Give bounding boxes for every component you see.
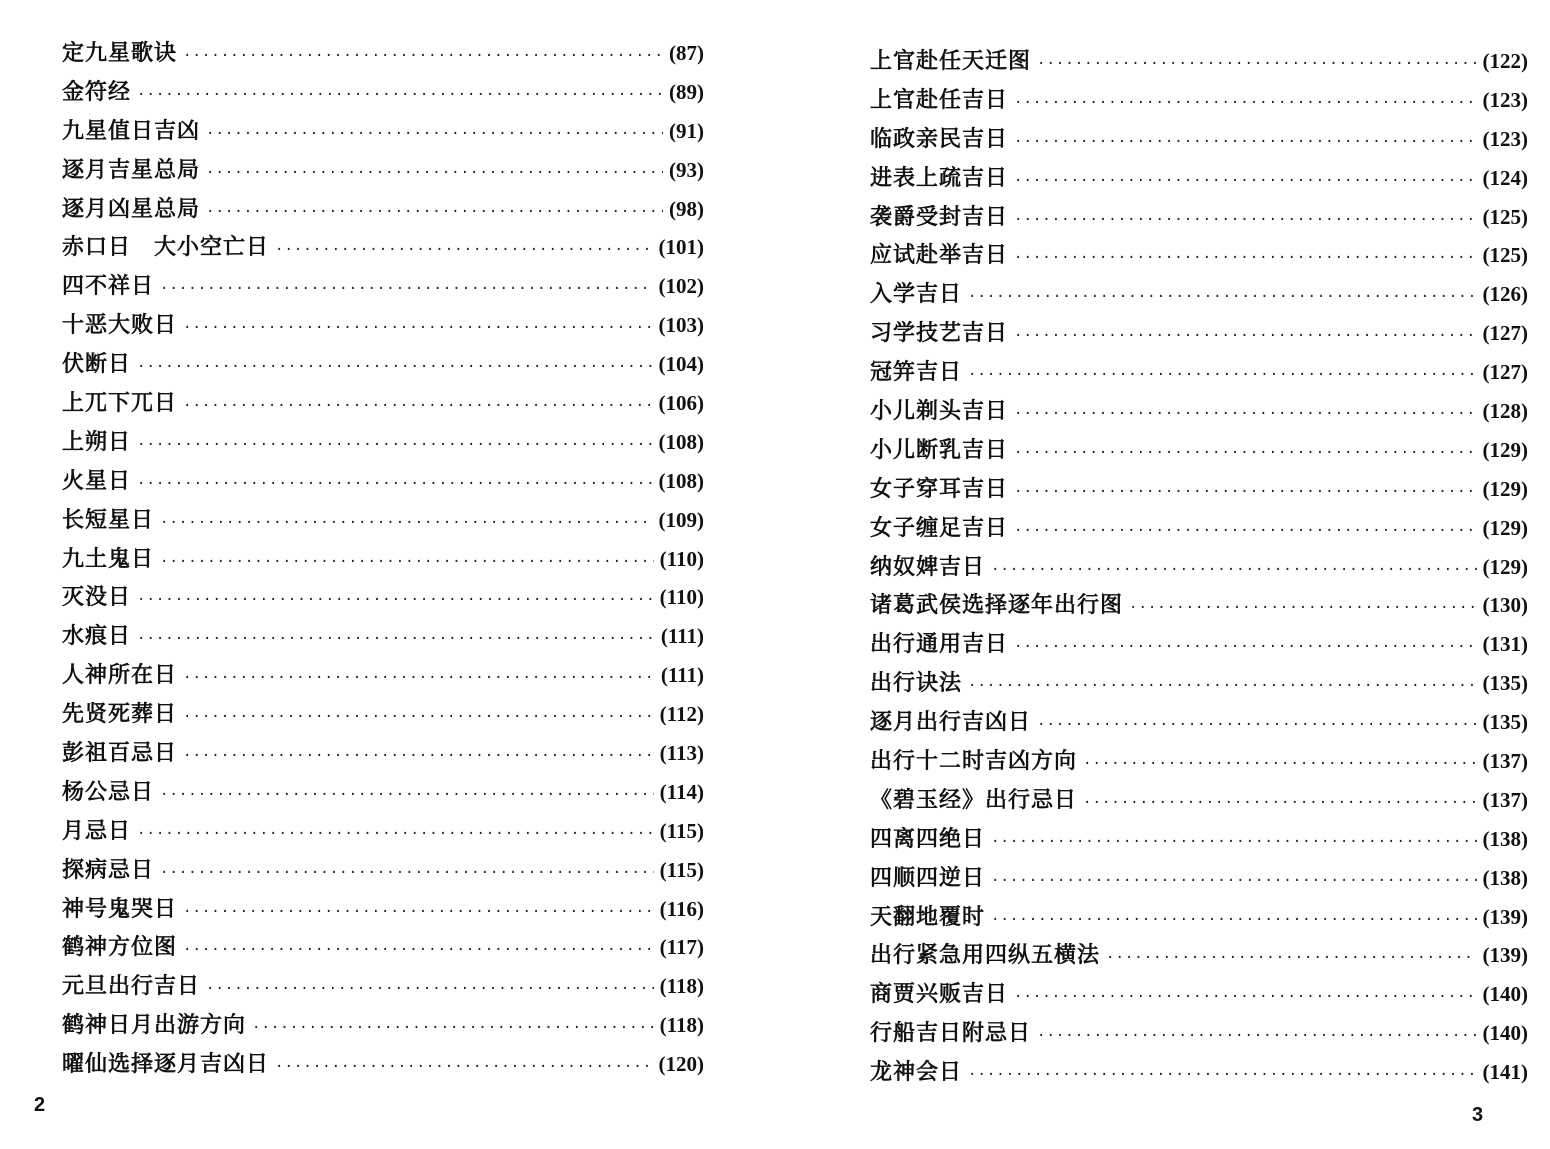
dot-leader — [1014, 434, 1476, 473]
toc-entry — [62, 851, 704, 890]
toc-entry — [870, 275, 1528, 314]
toc-entry-page: (118) — [659, 974, 704, 999]
toc-entry-page: (137) — [1482, 749, 1528, 774]
toc-entry-title: 天翻地覆时 — [870, 903, 986, 930]
dot-leader — [183, 737, 654, 776]
toc-entry — [870, 859, 1528, 898]
toc-entry — [62, 306, 704, 345]
toc-entry-page: (109) — [658, 507, 704, 532]
toc-entry — [870, 470, 1528, 509]
toc-entry-page: (127) — [1482, 321, 1528, 346]
dot-leader — [968, 1056, 1476, 1095]
toc-entry — [870, 742, 1528, 781]
dot-leader — [160, 543, 654, 582]
toc-entry-page: (103) — [658, 313, 704, 338]
toc-entry-page: (140) — [1482, 982, 1528, 1007]
dot-leader — [137, 465, 652, 504]
toc-entry-title: 纳奴婢吉日 — [870, 553, 986, 580]
toc-entry — [62, 462, 704, 501]
toc-entry — [870, 81, 1528, 120]
toc-entry-title: 袭爵受封吉日 — [870, 203, 1009, 230]
dot-leader — [1037, 45, 1476, 84]
toc-entry-title: 行船吉日附忌日 — [870, 1020, 1032, 1047]
dot-leader — [252, 1009, 654, 1048]
toc-entry-title: 应试赴举吉日 — [870, 242, 1009, 269]
toc-entry-title: 鹤神方位图 — [62, 934, 178, 961]
dot-leader — [183, 387, 652, 426]
toc-entry-title: 出行通用吉日 — [870, 631, 1009, 658]
toc-entry — [870, 509, 1528, 548]
dot-leader — [968, 667, 1476, 706]
dot-leader — [1014, 123, 1476, 162]
toc-entry-title: 元旦出行吉日 — [62, 973, 201, 1000]
toc-entry-page: (129) — [1482, 476, 1528, 501]
toc-entry-page: (138) — [1482, 865, 1528, 890]
toc-entry-page: (123) — [1482, 126, 1528, 151]
toc-entry — [870, 703, 1528, 742]
dot-leader — [1014, 201, 1476, 240]
toc-entry-page: (127) — [1482, 360, 1528, 385]
toc-entry-page: (115) — [659, 857, 704, 882]
dot-leader — [1014, 473, 1476, 512]
toc-entry-page: (115) — [659, 818, 704, 843]
toc-entry-title: 上官赴任吉日 — [870, 86, 1009, 113]
toc-entry — [62, 812, 704, 851]
toc-entry — [62, 73, 704, 112]
toc-entry — [870, 820, 1528, 859]
toc-entry — [870, 42, 1528, 81]
dot-leader — [137, 348, 652, 387]
dot-leader — [1083, 784, 1476, 823]
toc-entry-title: 逐月吉星总局 — [62, 156, 201, 183]
toc-entry-page: (135) — [1482, 710, 1528, 735]
toc-entry — [62, 1006, 704, 1045]
toc-entry-page: (125) — [1482, 243, 1528, 268]
toc-entry — [870, 120, 1528, 159]
dot-leader — [160, 776, 654, 815]
toc-entry-title: 九土鬼日 — [62, 545, 155, 572]
toc-entry — [62, 501, 704, 540]
toc-entry-page: (111) — [660, 663, 704, 688]
toc-entry — [62, 267, 704, 306]
toc-entry — [870, 625, 1528, 664]
toc-entry — [62, 34, 704, 73]
toc-entry-page: (89) — [669, 79, 704, 104]
dot-leader — [1014, 239, 1476, 278]
toc-entry-page: (130) — [1482, 593, 1528, 618]
dot-leader — [991, 551, 1476, 590]
toc-entry-page: (116) — [659, 896, 704, 921]
dot-leader — [160, 504, 652, 543]
toc-entry-title: 月忌日 — [62, 817, 132, 844]
dot-leader — [137, 76, 663, 115]
dot-leader — [137, 620, 655, 659]
toc-entry-page: (111) — [660, 624, 704, 649]
dot-leader — [991, 862, 1476, 901]
toc-entry-page: (140) — [1482, 1021, 1528, 1046]
left-page-number: 2 — [34, 1094, 46, 1116]
toc-entry-page: (104) — [658, 352, 704, 377]
toc-entry-title: 小儿断乳吉日 — [870, 436, 1009, 463]
toc-entry — [62, 967, 704, 1006]
toc-entry — [62, 423, 704, 462]
toc-entry-page: (141) — [1482, 1060, 1528, 1085]
toc-entry — [870, 431, 1528, 470]
toc-entry — [62, 112, 704, 151]
dot-leader — [183, 37, 663, 76]
toc-entry-page: (137) — [1482, 787, 1528, 812]
toc-entry — [870, 898, 1528, 937]
toc-entry — [62, 617, 704, 656]
toc-entry-page: (110) — [659, 546, 704, 571]
toc-entry-title: 彭祖百忌日 — [62, 740, 178, 767]
dot-leader — [1014, 512, 1476, 551]
toc-entry-title: 临政亲民吉日 — [870, 125, 1009, 152]
left-toc-list — [62, 34, 704, 1084]
dot-leader — [1083, 745, 1476, 784]
toc-entry-page: (110) — [659, 585, 704, 610]
dot-leader — [991, 823, 1476, 862]
toc-entry-title: 四离四绝日 — [870, 825, 986, 852]
dot-leader — [137, 581, 654, 620]
dot-leader — [1037, 706, 1476, 745]
toc-entry-page: (129) — [1482, 437, 1528, 462]
toc-entry — [870, 781, 1528, 820]
toc-entry-title: 女子缠足吉日 — [870, 514, 1009, 541]
dot-leader — [206, 115, 663, 154]
toc-entry-title: 伏断日 — [62, 351, 132, 378]
right-page-number: 3 — [1472, 1104, 1484, 1126]
toc-entry-title: 长短星日 — [62, 506, 155, 533]
toc-entry-title: 定九星歌诀 — [62, 40, 178, 66]
toc-entry-page: (128) — [1482, 399, 1528, 424]
dot-leader — [183, 698, 654, 737]
toc-entry — [870, 1014, 1528, 1053]
toc-entry — [62, 734, 704, 773]
right-page — [760, 0, 1550, 1149]
toc-entry-page: (129) — [1482, 554, 1528, 579]
toc-entry-title: 逐月出行吉凶日 — [870, 709, 1032, 736]
toc-entry-page: (138) — [1482, 826, 1528, 851]
toc-entry — [870, 1053, 1528, 1092]
toc-entry-page: (123) — [1482, 87, 1528, 112]
toc-entry-title: 逐月凶星总局 — [62, 195, 201, 222]
toc-entry-page: (139) — [1482, 943, 1528, 968]
toc-entry-page: (135) — [1482, 671, 1528, 696]
toc-entry-page: (102) — [658, 274, 704, 299]
toc-entry-title: 龙神会日 — [870, 1059, 963, 1086]
dot-leader — [275, 231, 652, 270]
toc-entry-title: 神号鬼哭日 — [62, 895, 178, 922]
toc-entry-title: 出行紧急用四纵五横法 — [870, 942, 1101, 969]
toc-entry-page: (93) — [669, 157, 704, 182]
toc-entry-title: 曜仙选择逐月吉凶日 — [62, 1051, 270, 1078]
toc-entry — [870, 314, 1528, 353]
toc-entry-title: 诸葛武侯选择逐年出行图 — [870, 592, 1124, 619]
dot-leader — [275, 1048, 652, 1087]
toc-entry-page: (98) — [669, 196, 704, 221]
toc-entry-title: 四顺四逆日 — [870, 864, 986, 891]
toc-entry — [62, 695, 704, 734]
toc-entry — [870, 353, 1528, 392]
toc-entry — [62, 345, 704, 384]
dot-leader — [206, 970, 654, 1009]
dot-leader — [183, 659, 655, 698]
toc-entry-title: 《碧玉经》出行忌日 — [870, 786, 1078, 813]
toc-entry-title: 水痕日 — [62, 623, 132, 650]
dot-leader — [1014, 162, 1476, 201]
toc-entry-page: (139) — [1482, 904, 1528, 929]
toc-entry-title: 金符经 — [62, 78, 132, 105]
toc-entry-title: 出行诀法 — [870, 670, 963, 697]
toc-entry — [62, 1045, 704, 1084]
toc-entry-page: (108) — [658, 429, 704, 454]
dot-leader — [1014, 628, 1476, 667]
toc-entry-title: 进表上疏吉日 — [870, 164, 1009, 191]
dot-leader — [1014, 317, 1476, 356]
toc-entry-page: (114) — [659, 779, 704, 804]
toc-entry — [870, 975, 1528, 1014]
toc-entry-page: (106) — [658, 391, 704, 416]
toc-entry-title: 小儿剃头吉日 — [870, 398, 1009, 425]
toc-entry — [62, 773, 704, 812]
dot-leader — [1014, 978, 1476, 1017]
toc-entry-page: (131) — [1482, 632, 1528, 657]
toc-entry-title: 上朔日 — [62, 428, 132, 455]
left-page — [0, 0, 760, 1149]
toc-entry — [62, 928, 704, 967]
toc-entry-page: (122) — [1482, 49, 1528, 73]
right-toc-list — [870, 42, 1528, 1092]
toc-entry-title: 火星日 — [62, 467, 132, 494]
dot-leader — [968, 356, 1476, 395]
toc-entry — [870, 664, 1528, 703]
toc-entry-page: (126) — [1482, 282, 1528, 307]
dot-leader — [1106, 939, 1476, 978]
toc-entry — [62, 578, 704, 617]
toc-entry-page: (101) — [658, 235, 704, 260]
toc-entry-page: (117) — [659, 935, 704, 960]
toc-entry-title: 鹤神日月出游方向 — [62, 1012, 247, 1039]
toc-entry-page: (120) — [658, 1052, 704, 1077]
toc-entry-page: (91) — [669, 118, 704, 143]
toc-entry-title: 商贾兴贩吉日 — [870, 981, 1009, 1008]
dot-leader — [183, 931, 654, 970]
dot-leader — [1014, 84, 1476, 123]
toc-entry-title: 先贤死葬日 — [62, 701, 178, 728]
toc-entry — [62, 384, 704, 423]
toc-entry-title: 冠笄吉日 — [870, 359, 963, 386]
dot-leader — [991, 901, 1476, 940]
toc-entry — [870, 936, 1528, 975]
toc-entry — [62, 656, 704, 695]
dot-leader — [1037, 1017, 1476, 1056]
toc-entry — [62, 540, 704, 579]
toc-entry — [62, 228, 704, 267]
toc-entry-title: 习学技艺吉日 — [870, 320, 1009, 347]
dot-leader — [1129, 589, 1476, 628]
toc-entry — [62, 190, 704, 229]
toc-entry-page: (129) — [1482, 515, 1528, 540]
toc-entry-page: (87) — [669, 41, 704, 65]
toc-entry-page: (112) — [659, 702, 704, 727]
toc-entry-page: (113) — [659, 741, 704, 766]
toc-entry-title: 出行十二时吉凶方向 — [870, 748, 1078, 775]
dot-leader — [206, 154, 663, 193]
dot-leader — [160, 854, 654, 893]
dot-leader — [160, 270, 652, 309]
toc-entry-title: 杨公忌日 — [62, 778, 155, 805]
dot-leader — [137, 426, 652, 465]
dot-leader — [137, 815, 654, 854]
toc-entry — [870, 548, 1528, 587]
toc-entry-title: 女子穿耳吉日 — [870, 475, 1009, 502]
toc-entry-page: (124) — [1482, 165, 1528, 190]
toc-entry — [870, 236, 1528, 275]
toc-entry — [62, 890, 704, 929]
toc-entry-page: (125) — [1482, 204, 1528, 229]
toc-entry-title: 人神所在日 — [62, 662, 178, 689]
dot-leader — [183, 309, 652, 348]
toc-entry-title: 四不祥日 — [62, 273, 155, 300]
toc-entry — [870, 198, 1528, 237]
dot-leader — [1014, 395, 1476, 434]
toc-entry-title: 十恶大败日 — [62, 312, 178, 339]
dot-leader — [206, 193, 663, 232]
toc-entry — [870, 159, 1528, 198]
toc-entry-title: 上官赴任天迁图 — [870, 48, 1032, 74]
toc-entry — [870, 392, 1528, 431]
toc-entry-page: (108) — [658, 468, 704, 493]
toc-entry-title: 入学吉日 — [870, 281, 963, 308]
toc-entry-title: 上兀下兀日 — [62, 390, 178, 417]
toc-entry-page: (118) — [659, 1013, 704, 1038]
dot-leader — [968, 278, 1476, 317]
dot-leader — [183, 893, 654, 932]
toc-entry-title: 灭没日 — [62, 584, 132, 611]
toc-entry-title: 九星值日吉凶 — [62, 117, 201, 144]
toc-entry — [870, 586, 1528, 625]
toc-entry — [62, 151, 704, 190]
toc-entry-title: 赤口日 大小空亡日 — [62, 234, 270, 261]
toc-entry-title: 探病忌日 — [62, 856, 155, 883]
